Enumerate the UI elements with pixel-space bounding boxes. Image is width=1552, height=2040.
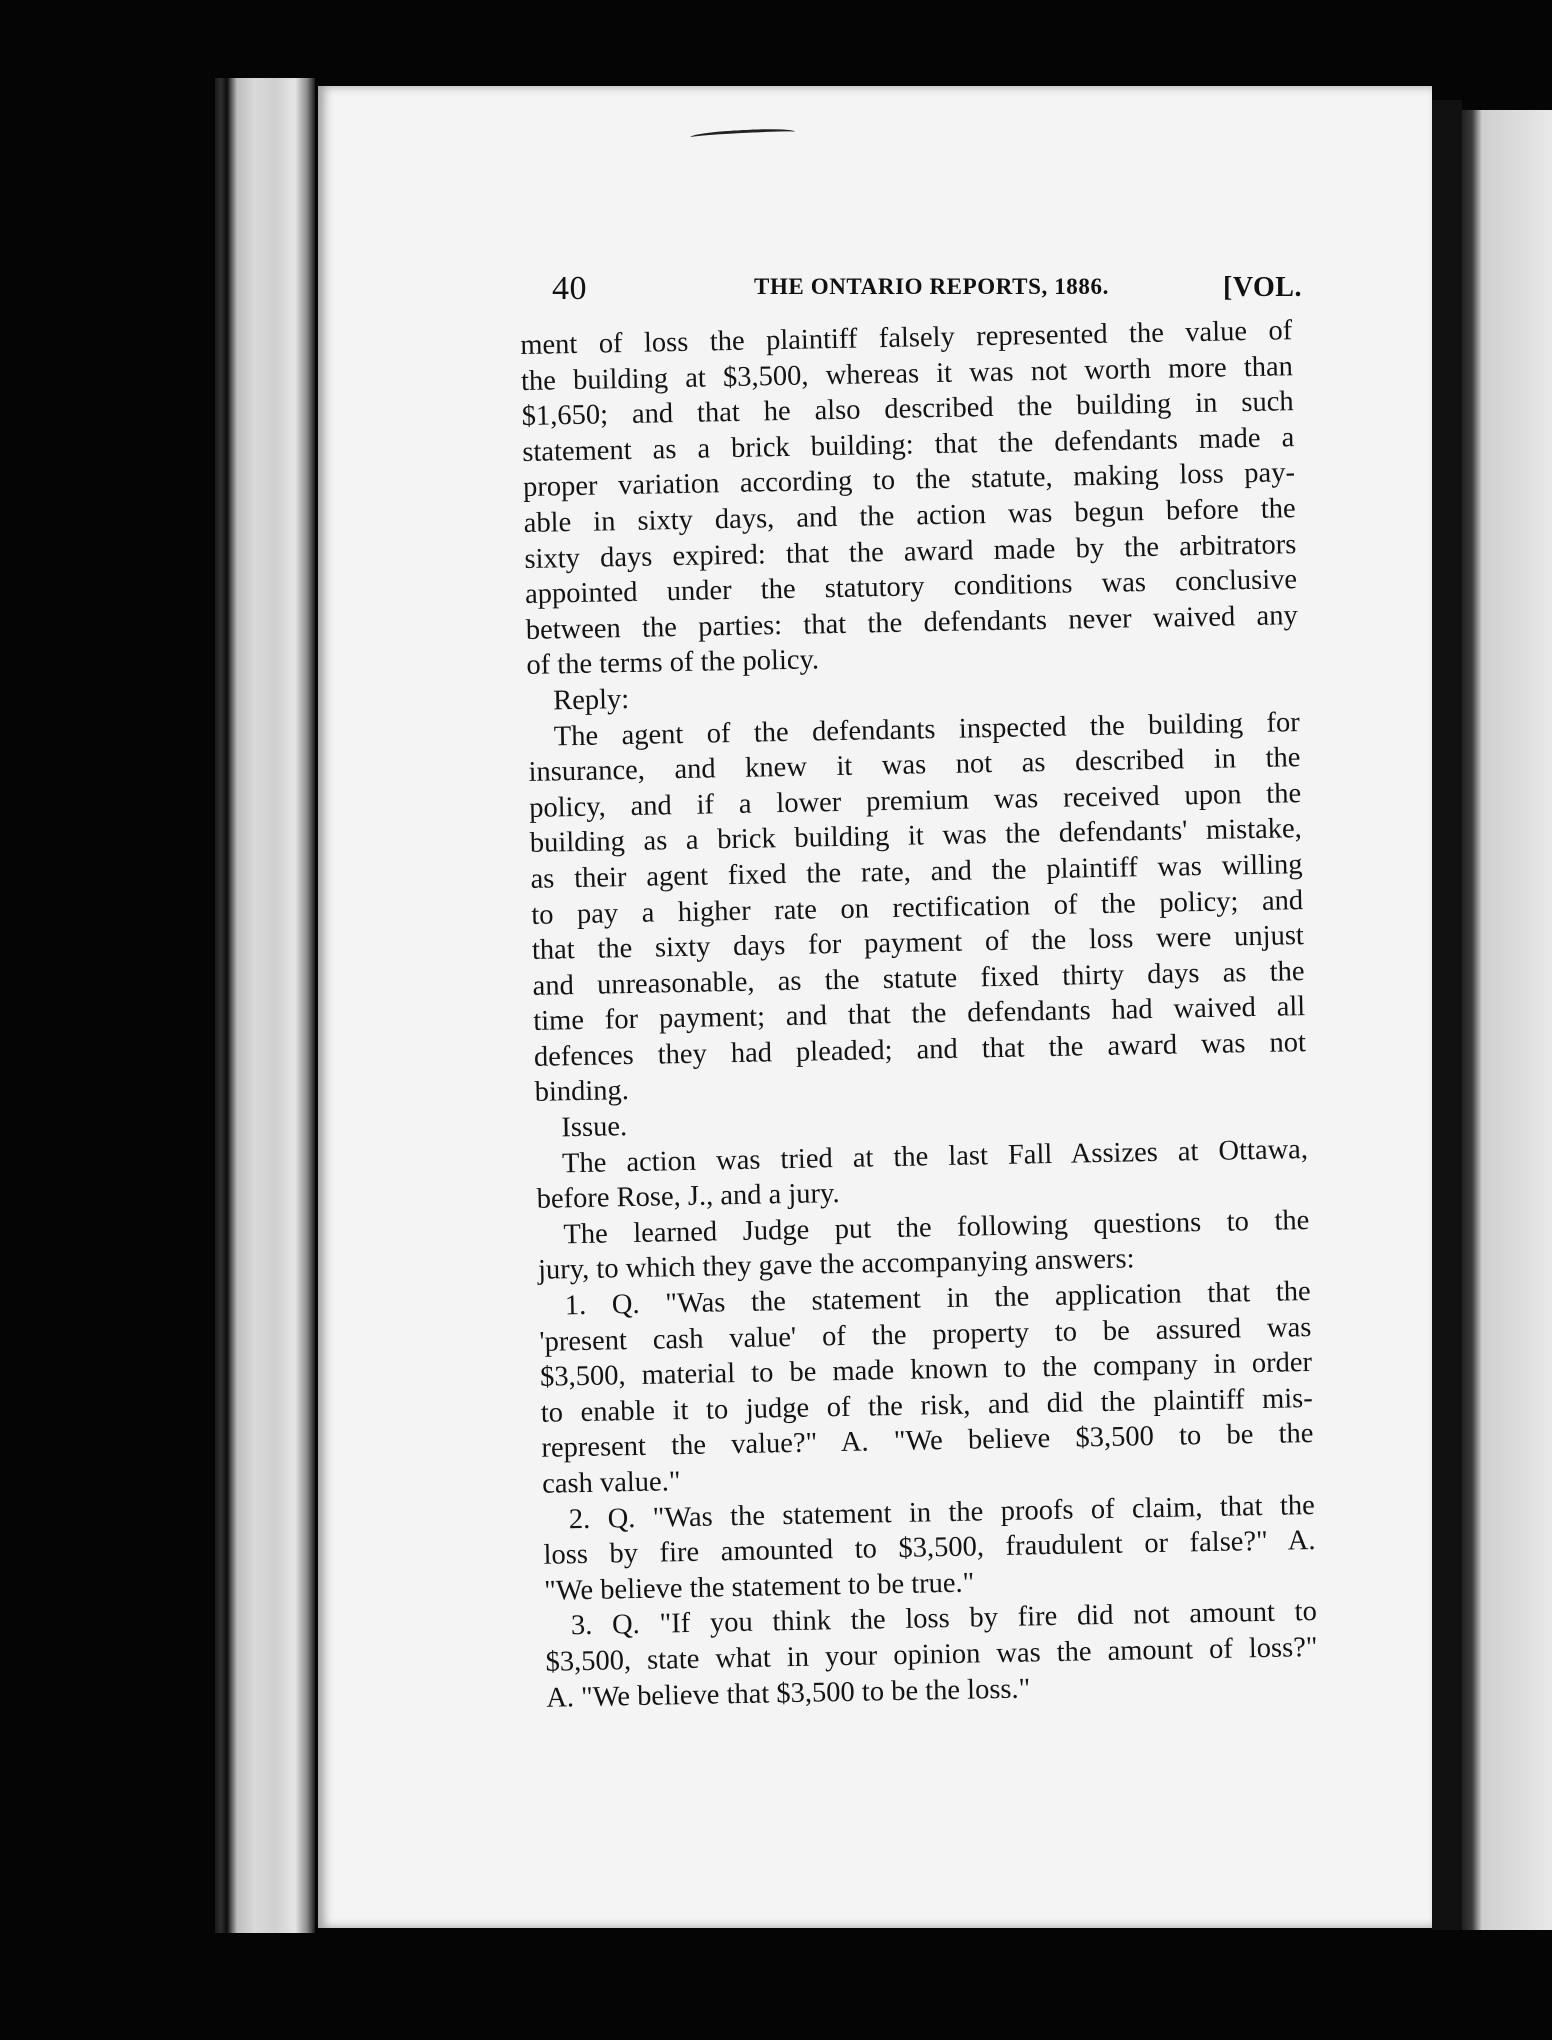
text-line: appointed under the statutory conditions was conclusive	[524, 564, 1298, 611]
reply-heading: Reply:	[552, 683, 630, 717]
question-3	[545, 1594, 1319, 1716]
facing-page-edge	[1462, 110, 1552, 1930]
text-line: time for payment; and that the defendants had waived all	[533, 991, 1306, 1038]
text-line: before Rose, J., and a jury.	[536, 1178, 840, 1216]
text-line: policy, and if a lower premium was received upon the	[528, 777, 1302, 824]
issue-heading: Issue.	[561, 1111, 628, 1144]
text-line: A. "We believe that $3,500 to be the loss."	[546, 1673, 1031, 1714]
text-line: cash value."	[541, 1466, 681, 1500]
text-line: able in sixty days, and the action was begun before the	[523, 493, 1296, 539]
text-line: the building at $3,500, whereas it was not worth more than	[520, 350, 1294, 397]
text-line: $3,500, material to be made known to the company in order	[539, 1347, 1313, 1394]
book-page-stack-edge	[215, 78, 315, 1933]
text-line: statement as a brick building: that the defendants made a	[522, 421, 1295, 468]
text-line: 'present cash value' of the property to be assured was	[539, 1311, 1312, 1358]
text-line: ment of loss the plaintiff falsely represented the value of	[520, 315, 1293, 361]
text-line: $3,500, state what in your opinion was the amount of loss?"	[545, 1631, 1318, 1678]
question-2	[543, 1488, 1317, 1610]
text-line: jury, to which they gave the accompanying answers:	[537, 1243, 1135, 1287]
book-gutter-shadow	[1432, 100, 1462, 1930]
paragraph-reply	[528, 705, 1307, 1111]
text-line: binding.	[534, 1075, 630, 1109]
paragraph-statement-of-defence	[520, 313, 1299, 684]
text-line: building as a brick building it was the defendants' mistake,	[529, 813, 1303, 860]
text-line: represent the value?" A. "We believe $3,500 to be the	[541, 1418, 1314, 1465]
volume-mark: [VOL.	[1223, 272, 1302, 303]
text-line: of the terms of the policy.	[526, 644, 820, 682]
page-number: 40	[552, 270, 587, 307]
text-line: The action was tried at the last Fall Assizes at Ottawa,	[561, 1133, 1309, 1180]
text-line: 2. Q. "Was the statement in the proofs of claim, that the	[568, 1489, 1316, 1535]
text-line: sixty days expired: that the award made by the arbitrators	[524, 528, 1297, 575]
text-line: and unreasonable, as the statute fixed thirty days as the	[532, 955, 1305, 1002]
text-line: loss by fire amounted to $3,500, fraudulent or false?" A.	[543, 1525, 1316, 1571]
text-line: defences they had pleaded; and that the award was not	[533, 1026, 1307, 1073]
text-line: The agent of the defendants inspected the building for	[553, 706, 1301, 752]
text-line: to enable it to judge of the risk, and did the plaintiff mis-	[540, 1382, 1313, 1429]
page-text-body	[520, 313, 1319, 1716]
text-line: 3. Q. "If you think the loss by fire did not amount to	[570, 1596, 1318, 1642]
text-line: insurance, and knew it was not as described in the	[528, 742, 1301, 789]
running-title: THE ONTARIO REPORTS, 1886.	[754, 274, 1109, 299]
question-1	[538, 1274, 1314, 1502]
text-line: 1. Q. "Was the statement in the application that the	[564, 1276, 1311, 1322]
text-line: The learned Judge put the following questions to the	[563, 1204, 1310, 1251]
text-line: that the sixty days for payment of the loss were unjust	[531, 920, 1305, 966]
text-line: $1,650; and that he also described the building in such	[521, 386, 1294, 433]
text-line: as their agent fixed the rate, and the plaintiff was willing	[530, 848, 1303, 895]
text-line: between the parties: that the defendants never waived any	[525, 599, 1298, 646]
text-line: proper variation according to the statute, making loss pay-	[522, 457, 1296, 504]
text-line: to pay a higher rate on rectification of the policy; and	[530, 884, 1304, 931]
text-line: "We believe the statement to be true."	[543, 1567, 975, 1607]
